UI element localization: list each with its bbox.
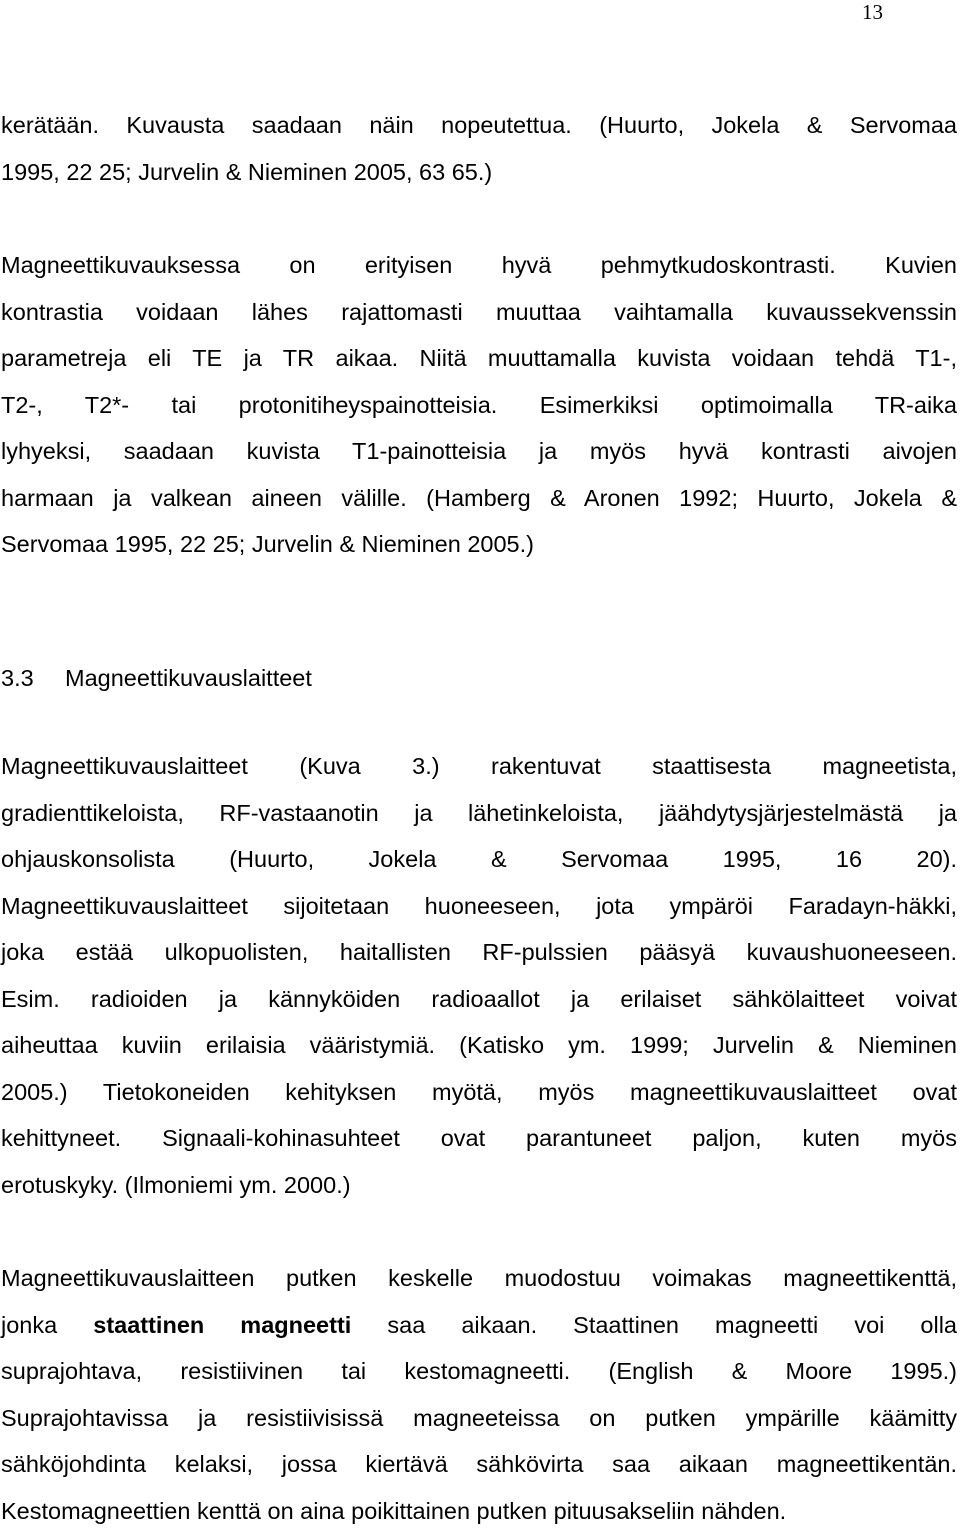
text-line: Magneettikuvauslaitteet (Kuva 3.) rakentuvat staattisesta magneetista, [1, 743, 957, 790]
text-line: 1995, 22 25; Jurvelin & Nieminen 2005, 63 65.) [1, 149, 957, 196]
text-line: aiheuttaa kuviin erilaisia vääristymiä. (Katisko ym. 1999; Jurvelin & Nieminen [1, 1022, 957, 1069]
text-line: harmaan ja valkean aineen välille. (Hamberg & Aronen 1992; Huurto, Jokela & [1, 475, 957, 522]
text-line: gradienttikeloista, RF-vastaanotin ja lähetinkeloista, jäähdytysjärjestelmästä ja [1, 790, 957, 837]
text-line: T2-, T2*- tai protonitiheyspainotteisia. Esimerkiksi optimoimalla TR-aika [1, 382, 957, 429]
text-line: ohjauskonsolista (Huurto, Jokela & Servomaa 1995, 16 20). [1, 836, 957, 883]
text-line: Magneettikuvauslaitteet sijoitetaan huoneeseen, jota ympäröi Faradayn-häkki, [1, 883, 957, 930]
text-line: kehittyneet. Signaali-kohinasuhteet ovat parantuneet paljon, kuten myös [1, 1115, 957, 1162]
text-line: lyhyeksi, saadaan kuvista T1-painotteisia ja myös hyvä kontrasti aivojen [1, 428, 957, 475]
text-line-with-bold [1, 1302, 957, 1349]
paragraph-3 [1, 743, 957, 1208]
text-line: Magneettikuvauslaitteen putken keskelle muodostuu voimakas magneettikenttä, [1, 1255, 957, 1302]
bold-term: staattinen magneetti [93, 1312, 351, 1338]
paragraph-2 [1, 242, 957, 568]
text-line: Suprajohtavissa ja resistiivisissä magneeteissa on putken ympärille käämitty [1, 1395, 957, 1442]
section-number: 3.3 [1, 663, 65, 693]
page-number: 13 [862, 0, 902, 24]
text-line: parametreja eli TE ja TR aikaa. Niitä muuttamalla kuvista voidaan tehdä T1-, [1, 335, 957, 382]
text-line: kontrastia voidaan lähes rajattomasti muuttaa vaihtamalla kuvaussekvenssin [1, 289, 957, 336]
text-segment: jonka [1, 1312, 57, 1338]
text-line: Esim. radioiden ja kännyköiden radioaallot ja erilaiset sähkölaitteet voivat [1, 976, 957, 1023]
paragraph-4 [1, 1255, 957, 1534]
section-title: Magneettikuvauslaitteet [65, 665, 312, 691]
text-line: erotuskyky. (Ilmoniemi ym. 2000.) [1, 1162, 957, 1209]
text-segment: saa aikaan. Staattinen magneetti voi olla [387, 1312, 957, 1338]
text-line: joka estää ulkopuolisten, haitallisten RF-pulssien pääsyä kuvaushuoneeseen. [1, 929, 957, 976]
text-line: Servomaa 1995, 22 25; Jurvelin & Nieminen 2005.) [1, 521, 957, 568]
text-line: Kestomagneettien kenttä on aina poikittainen putken pituusakseliin nähden. [1, 1488, 957, 1534]
text-line: kerätään. Kuvausta saadaan näin nopeutettua. (Huurto, Jokela & Servomaa [1, 102, 957, 149]
text-line: Magneettikuvauksessa on erityisen hyvä pehmytkudoskontrasti. Kuvien [1, 242, 957, 289]
text-line: suprajohtava, resistiivinen tai kestomagneetti. (English & Moore 1995.) [1, 1348, 957, 1395]
paragraph-1 [1, 102, 957, 195]
text-line: 2005.) Tietokoneiden kehityksen myötä, myös magneettikuvauslaitteet ovat [1, 1069, 957, 1116]
section-heading [1, 663, 312, 693]
text-line: sähköjohdinta kelaksi, jossa kiertävä sähkövirta saa aikaan magneettikentän. [1, 1441, 957, 1488]
